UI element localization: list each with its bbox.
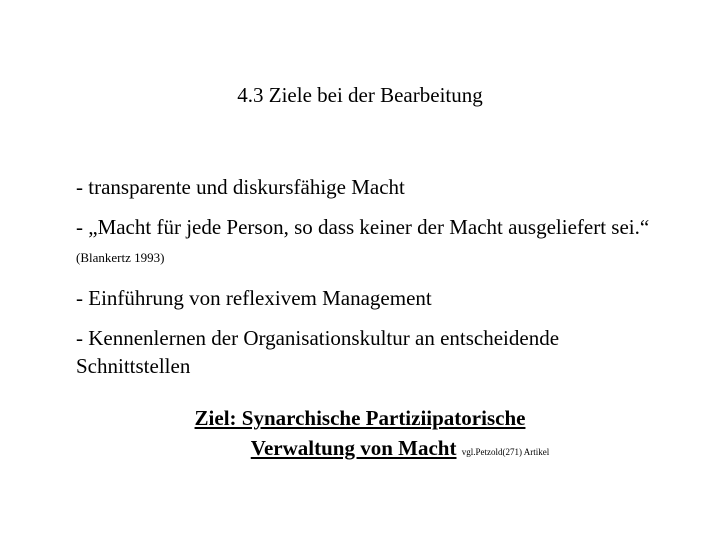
goal-text: Verwaltung von Macht bbox=[250, 436, 457, 460]
citation: (Blankertz 1993) bbox=[76, 250, 165, 265]
goal-text: Ziel: Synarchische Partiziipatorische bbox=[194, 406, 526, 430]
goal-statement bbox=[0, 403, 720, 467]
bullet-item bbox=[76, 213, 676, 272]
bullet-list bbox=[76, 173, 676, 392]
bullet-item bbox=[76, 324, 676, 380]
goal-line bbox=[0, 433, 720, 467]
bullet-text: - Einführung von reflexivem Management bbox=[76, 286, 432, 310]
slide-title: 4.3 Ziele bei der Bearbeitung bbox=[237, 83, 483, 107]
goal-line bbox=[0, 403, 720, 433]
bullet-text: - „Macht für jede Person, so dass keiner der Macht ausgeliefert sei.“ bbox=[76, 215, 650, 239]
bullet-text: - Kennenlernen der Organisationskultur an entscheidende Schnittstellen bbox=[76, 326, 560, 378]
bullet-item bbox=[76, 173, 676, 201]
goal-citation: vgl.Petzold(271) Artikel bbox=[461, 447, 550, 457]
bullet-text: - transparente und diskursfähige Macht bbox=[76, 175, 405, 199]
bullet-item bbox=[76, 284, 676, 312]
